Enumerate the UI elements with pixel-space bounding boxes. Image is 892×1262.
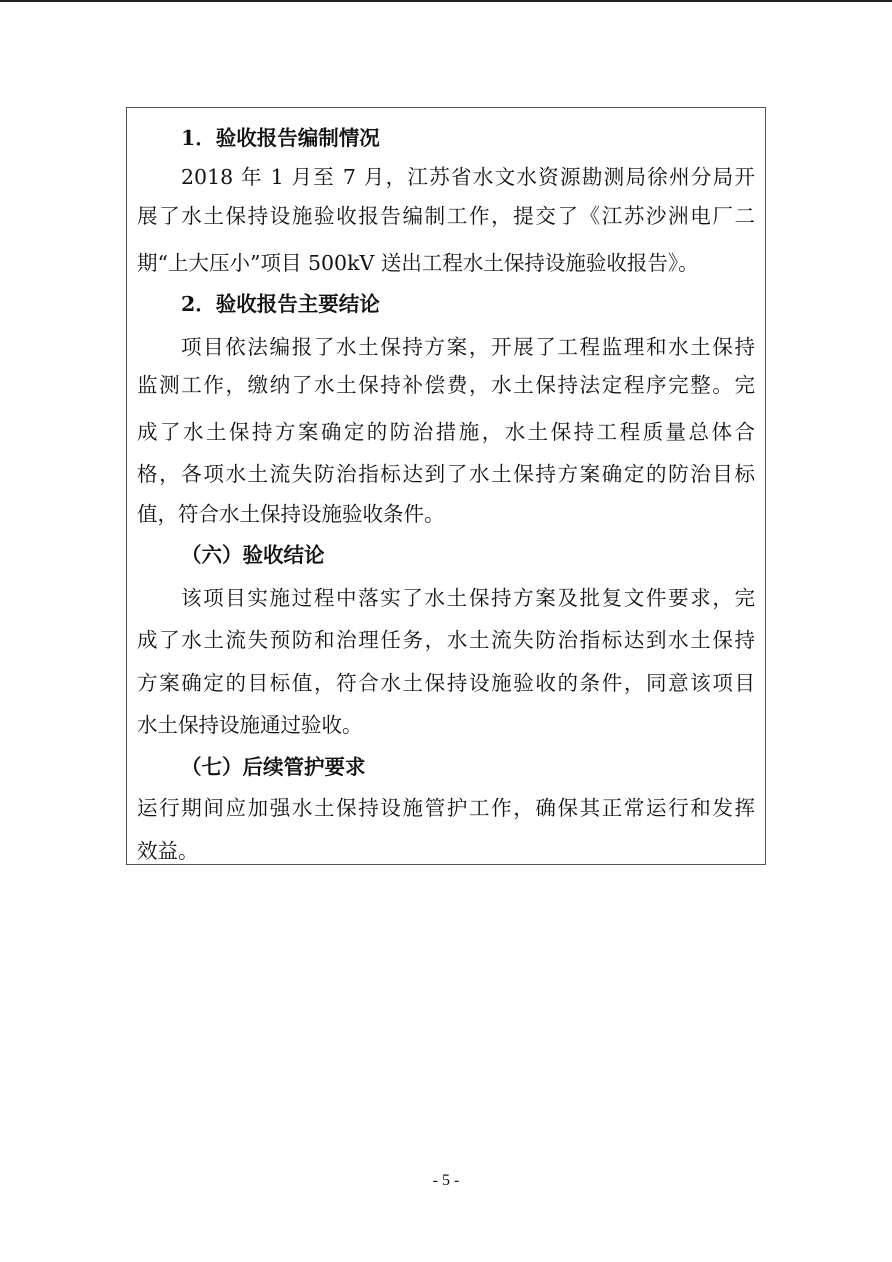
content-box <box>126 107 766 865</box>
paragraph-line: 项目依法编报了水土保持方案，开展了工程监理和水土保持 <box>181 335 755 359</box>
paragraph-line: 值，符合水土保持设施验收条件。 <box>137 502 445 526</box>
paragraph-line: 成了水土流失预防和治理任务，水土流失防治指标达到水土保持 <box>137 628 755 652</box>
paragraph-line: 2018 年 1 月至 7 月，江苏省水文水资源勘测局徐州分局开 <box>181 165 755 189</box>
paragraph-line: 格，各项水土流失防治指标达到了水土保持方案确定的防治目标 <box>137 462 755 486</box>
paragraph-line: 运行期间应加强水土保持设施管护工作，确保其正常运行和发挥 <box>137 796 755 820</box>
paragraph-line: 方案确定的目标值，符合水土保持设施验收的条件，同意该项目 <box>137 671 755 695</box>
section-heading-follow-up-maintenance: （七）后续管护要求 <box>181 755 366 779</box>
section-heading-report-preparation: 1．验收报告编制情况 <box>181 126 380 150</box>
paragraph-line: 水土保持设施通过验收。 <box>137 713 363 737</box>
paragraph-line: 成了水土保持方案确定的防治措施，水土保持工程质量总体合 <box>137 420 755 444</box>
paragraph-line: 展了水土保持设施验收报告编制工作，提交了《江苏沙洲电厂二 <box>137 204 755 228</box>
paragraph-line: 期“上大压小”项目 500kV 送出工程水土保持设施验收报告》。 <box>137 251 699 275</box>
page-number: - 5 - <box>432 1172 460 1189</box>
paragraph-line: 监测工作，缴纳了水土保持补偿费，水土保持法定程序完整。完 <box>137 373 755 397</box>
paragraph-line: 该项目实施过程中落实了水土保持方案及批复文件要求，完 <box>181 586 755 610</box>
section-heading-acceptance-conclusion: （六）验收结论 <box>181 543 325 567</box>
top-border-rule <box>0 0 892 2</box>
paragraph-line: 效益。 <box>137 839 199 863</box>
section-heading-report-conclusions: 2．验收报告主要结论 <box>181 292 380 316</box>
